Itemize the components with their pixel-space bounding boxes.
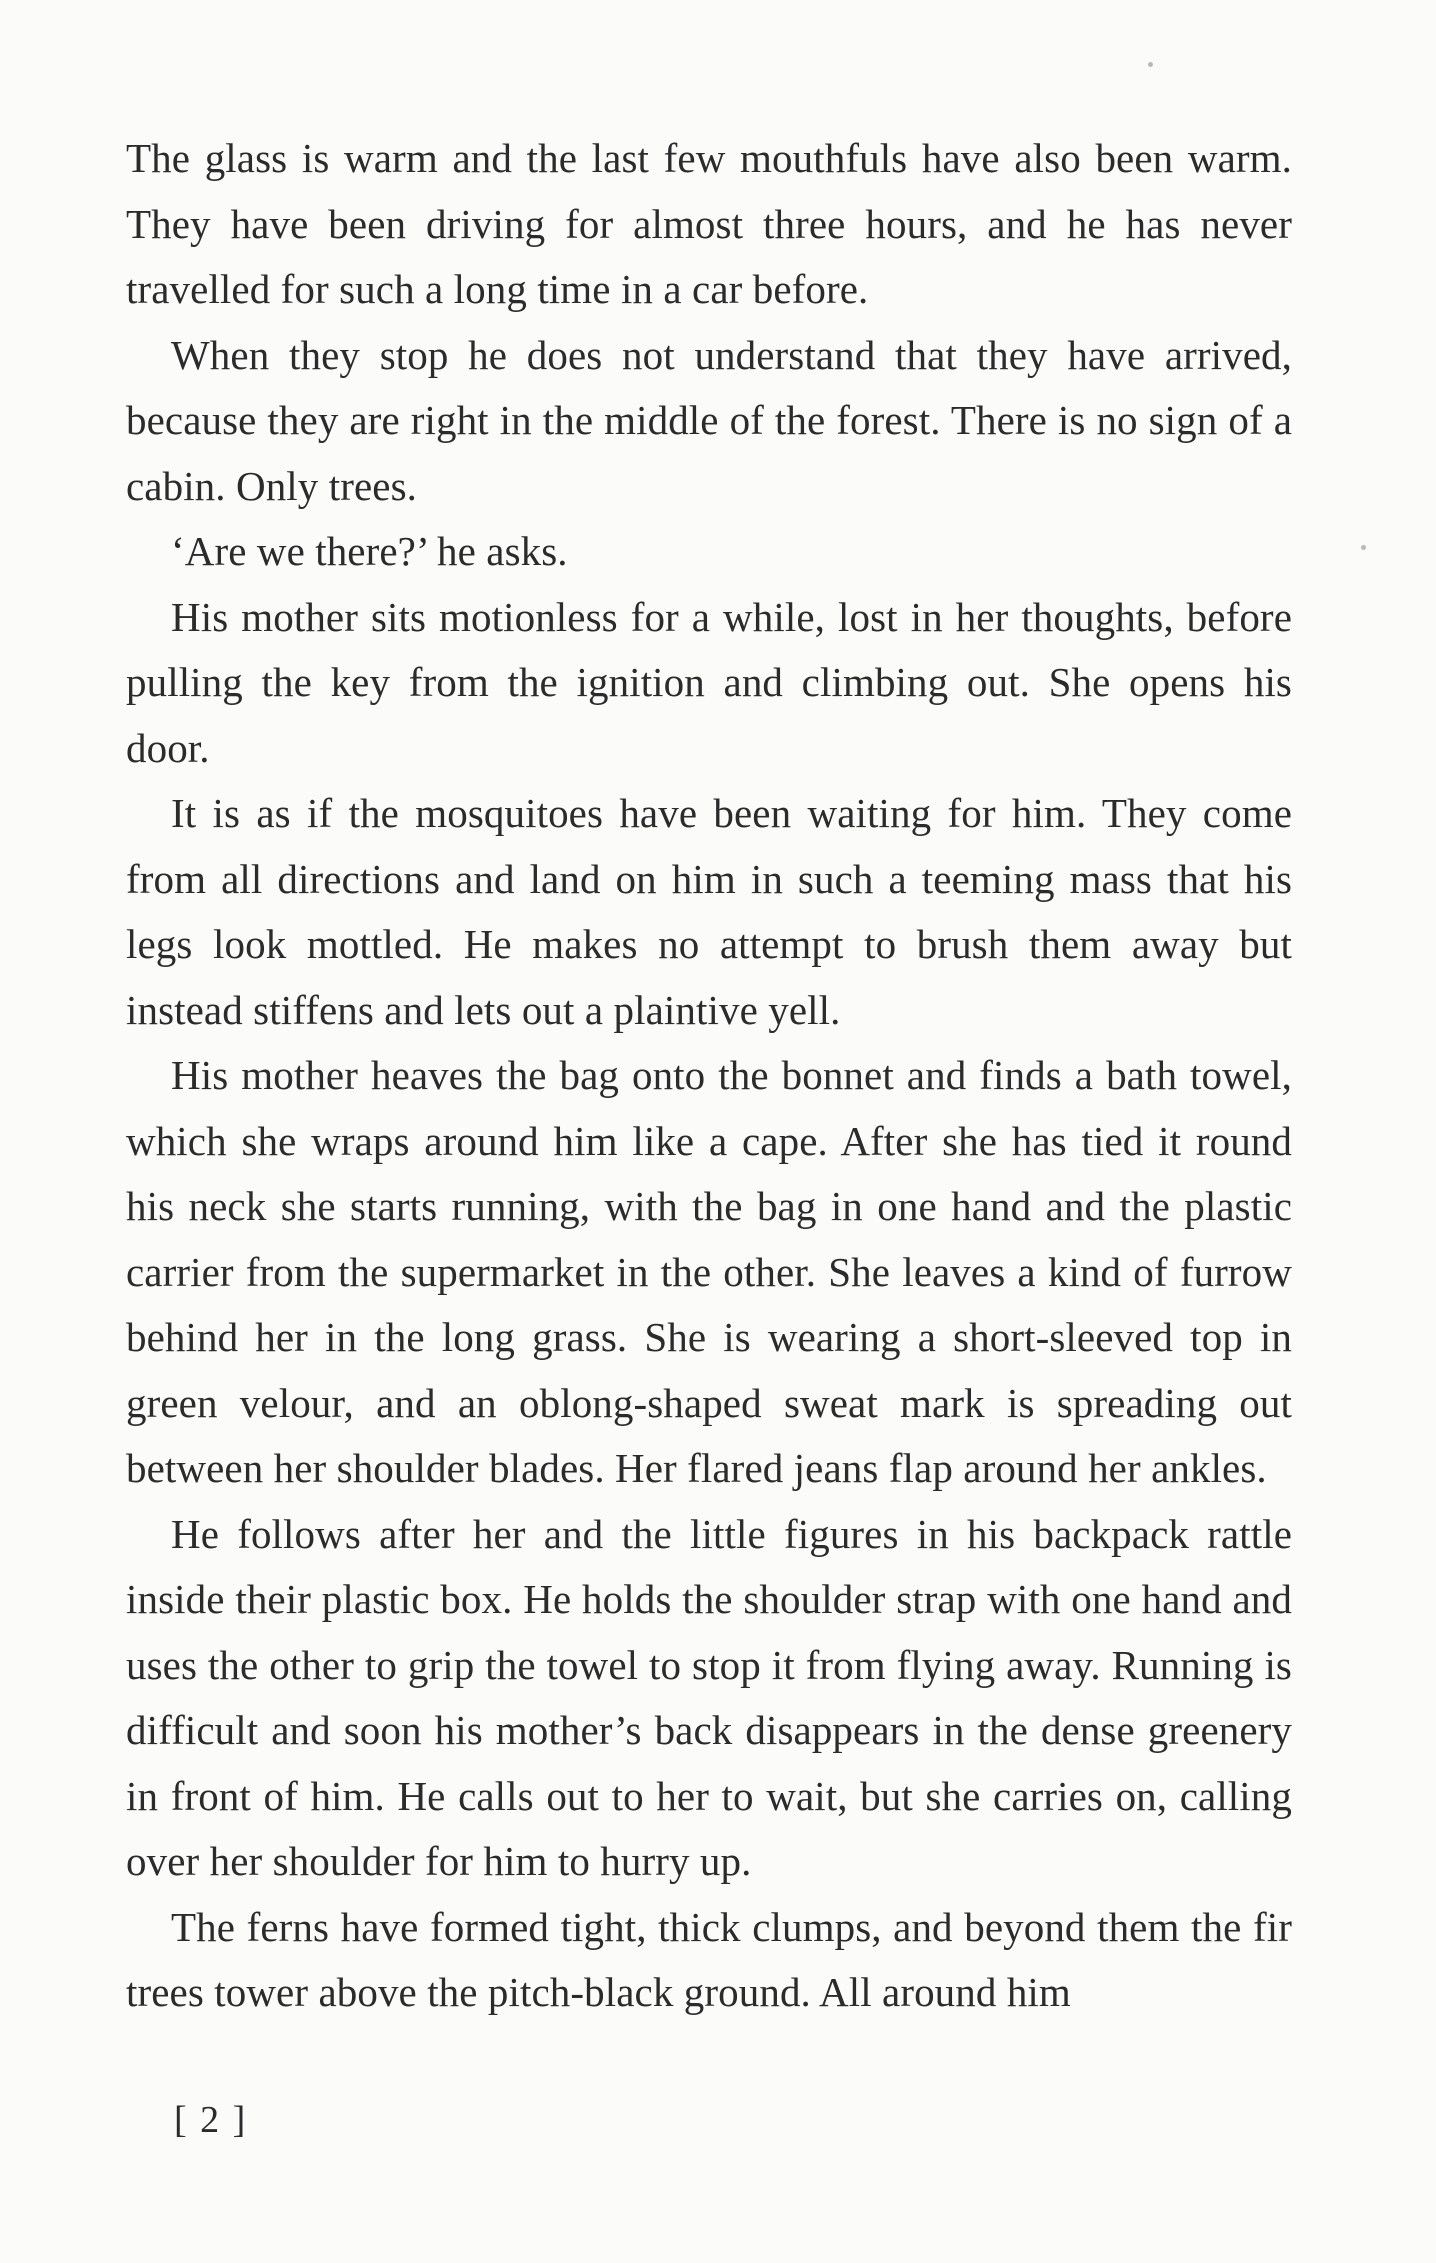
paragraph: The glass is warm and the last few mouthfuls have also been warm. They have been driving for almost three hours, and he has never travelled for such a long time in a car before. xyxy=(126,135,1292,312)
paragraph: His mother heaves the bag onto the bonnet and finds a bath towel, which she wraps around him like a cape. After she has tied it round his neck she starts running, with the bag in one hand and the plastic carrier from the supermarket in the other. She leaves a kind of furrow behind her in the long grass. She is wearing a short-sleeved top in green velour, and an oblong-shaped sweat mark is spreading out between her shoulder blades. Her flared jeans flap around her ankles. xyxy=(126,1052,1292,1491)
paragraph: When they stop he does not understand that they have arrived, because they are right in the middle of the forest. There is no sign of a cabin. Only trees. xyxy=(126,331,1292,509)
paragraph: It is as if the mosquitoes have been waiting for him. They come from all directions and land on him in such a teeming mass that his legs look mottled. He makes no attempt to brush them away but instead stiffens and lets out a plaintive yell. xyxy=(126,790,1292,1033)
paper-speck xyxy=(1148,62,1153,67)
paper-speck xyxy=(1361,545,1366,550)
paragraph: His mother sits motionless for a while, lost in her thoughts, before pulling the key from the ignition and climbing out. She opens his door. xyxy=(126,593,1292,771)
paragraph: The ferns have formed tight, thick clumps, and beyond them the fir trees tower above the pitch-black ground. All around him xyxy=(126,1903,1292,2015)
paragraph: He follows after her and the little figures in his backpack rattle inside their plastic box. He holds the shoulder strap with one hand and uses the other to grip the towel to stop it from flying away. Running is difficult and soon his mother’s back disappears in the dense greenery in front of him. He calls out to her to wait, but she carries on, calling over her shoulder for him to hurry up. xyxy=(126,1510,1292,1884)
body-text xyxy=(126,126,1292,2026)
paragraph: ‘Are we there?’ he asks. xyxy=(171,528,568,574)
page-number: [ 2 ] xyxy=(174,2099,248,2141)
